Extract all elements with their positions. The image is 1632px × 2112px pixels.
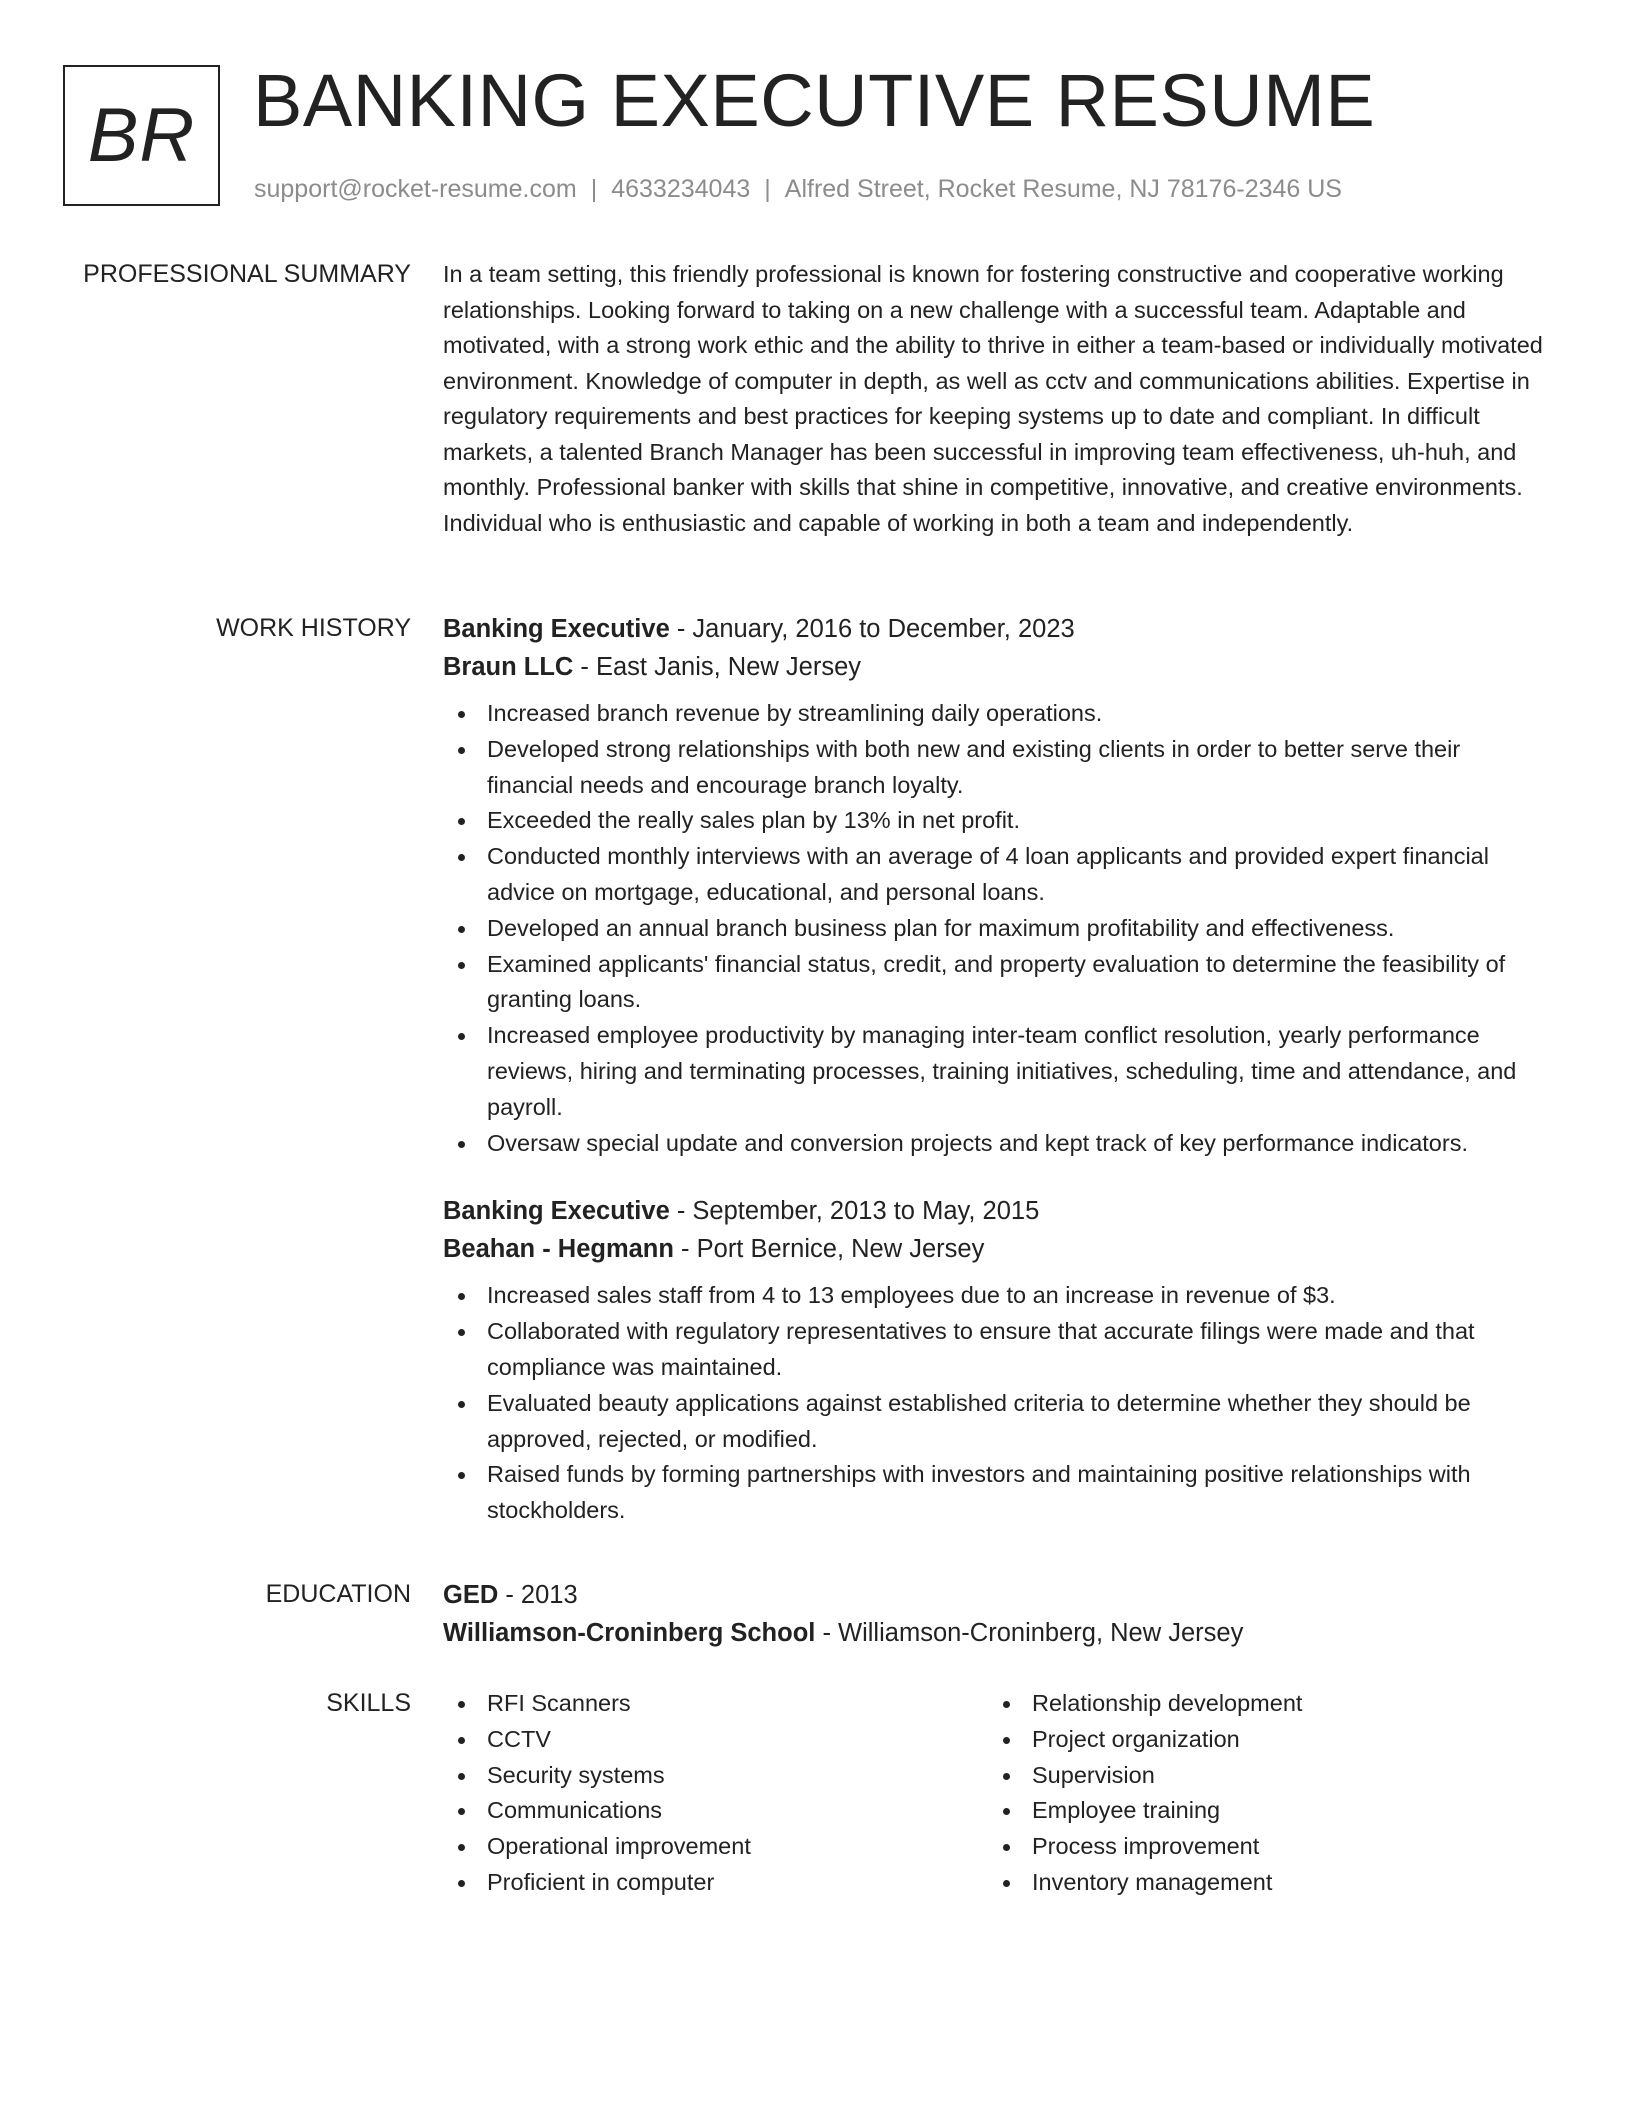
skills-column-right: [988, 1686, 1533, 1901]
summary-label: PROFESSIONAL SUMMARY: [83, 260, 411, 288]
education-degree: GED: [443, 1581, 499, 1609]
education-school: Williamson-Croninberg School: [443, 1618, 816, 1647]
list-item: Supervision: [988, 1758, 1533, 1794]
list-item: Examined applicants' financial status, credit, and property evaluation to determine the feasibility of granting loans.: [443, 947, 1548, 1019]
job-entry: [443, 1193, 1548, 1529]
contact-line: [254, 172, 1342, 206]
list-item: RFI Scanners: [443, 1686, 988, 1722]
list-item: Oversaw special update and conversion projects and kept track of key performance indicators.: [443, 1126, 1548, 1162]
job-title: Banking Executive: [443, 1197, 670, 1226]
skills-list: [988, 1686, 1533, 1901]
education-school-line: [443, 1615, 1548, 1653]
job-entry: [443, 611, 1548, 1161]
contact-separator: |: [764, 175, 771, 203]
list-item: Relationship development: [988, 1686, 1533, 1722]
skills-label: SKILLS: [326, 1689, 411, 1717]
job-bullets: [443, 1278, 1548, 1529]
list-item: Conducted monthly interviews with an average of 4 loan applicants and provided expert financial advice on mortgage, educational, and personal loans.: [443, 839, 1548, 911]
list-item: CCTV: [443, 1722, 988, 1758]
education-label: EDUCATION: [265, 1580, 411, 1608]
job-company: Braun LLC: [443, 652, 574, 681]
list-item: Security systems: [443, 1758, 988, 1794]
list-item: Evaluated beauty applications against established criteria to determine whether they should be approved, rejected, or modified.: [443, 1386, 1548, 1458]
work-history-body: [443, 611, 1548, 1529]
contact-separator: |: [590, 175, 598, 203]
monogram-initials: BR: [87, 93, 196, 178]
list-item: Proficient in computer: [443, 1865, 988, 1901]
work-history-label: WORK HISTORY: [216, 614, 411, 642]
summary-body: [443, 257, 1548, 541]
list-item: Operational improvement: [443, 1829, 988, 1865]
list-item: Increased branch revenue by streamlining daily operations.: [443, 696, 1548, 732]
contact-email[interactable]: support@rocket-resume.com: [254, 175, 577, 203]
job-dates: - September, 2013 to May, 2015: [669, 1197, 1040, 1226]
job-location: - Port Bernice, New Jersey: [673, 1234, 985, 1263]
skills-body: [443, 1686, 1548, 1901]
job-company-line: [443, 1231, 1548, 1269]
education-body: [443, 1577, 1548, 1652]
education-year: - 2013: [498, 1581, 578, 1609]
skills-columns: [443, 1686, 1548, 1901]
list-item: Raised funds by forming partnerships with investors and maintaining positive relationships with stockholders.: [443, 1457, 1548, 1529]
summary-text: In a team setting, this friendly professional is known for fostering constructive and cooperative working relationships. Looking forward to taking on a new challenge with a successful team. Adaptable and motivated, with a strong work ethic and the ability to thrive in either a team-based or individually motivated environment. Knowledge of computer in depth, as well as cctv and communications abilities. Expertise in regulatory requirements and best practices for keeping systems up to date and compliant. In difficult markets, a talented Branch Manager has been successful in improving team effectiveness, uh-huh, and monthly. Professional banker with skills that shine in competitive, innovative, and creative environments. Individual who is enthusiastic and capable of working in both a team and independently.: [443, 261, 1543, 536]
list-item: Developed an annual branch business plan for maximum profitability and effectiveness.: [443, 911, 1548, 947]
job-dates: - January, 2016 to December, 2023: [669, 615, 1075, 643]
job-title-line: [443, 611, 1548, 649]
skills-column-left: [443, 1686, 988, 1901]
list-item: Inventory management: [988, 1865, 1533, 1901]
resume-title: BANKING EXECUTIVE RESUME: [253, 59, 1376, 142]
list-item: Process improvement: [988, 1829, 1533, 1865]
contact-address: Alfred Street, Rocket Resume, NJ 78176-2346 US: [784, 175, 1342, 203]
job-bullets: [443, 696, 1548, 1161]
list-item: Increased sales staff from 4 to 13 employees due to an increase in revenue of $3.: [443, 1278, 1548, 1314]
job-company-line: [443, 649, 1548, 687]
list-item: Developed strong relationships with both new and existing clients in order to better serve their financial needs and encourage branch loyalty.: [443, 732, 1548, 804]
job-company: Beahan - Hegmann: [443, 1234, 674, 1263]
list-item: Exceeded the really sales plan by 13% in net profit.: [443, 803, 1548, 839]
list-item: Collaborated with regulatory representatives to ensure that accurate filings were made and that compliance was maintained.: [443, 1314, 1548, 1386]
list-item: Employee training: [988, 1793, 1533, 1829]
education-location: - Williamson-Croninberg, New Jersey: [815, 1618, 1244, 1647]
list-item: Increased employee productivity by managing inter-team conflict resolution, yearly performance reviews, hiring and terminating processes, training initiatives, scheduling, time and attendance, and payroll.: [443, 1018, 1548, 1125]
contact-phone[interactable]: 4633234043: [611, 175, 751, 203]
monogram-box: [63, 65, 220, 206]
education-degree-line: [443, 1577, 1548, 1615]
job-location: - East Janis, New Jersey: [573, 652, 861, 681]
list-item: Communications: [443, 1793, 988, 1829]
job-title-line: [443, 1193, 1548, 1231]
skills-list: [443, 1686, 988, 1901]
job-title: Banking Executive: [443, 615, 670, 643]
list-item: Project organization: [988, 1722, 1533, 1758]
